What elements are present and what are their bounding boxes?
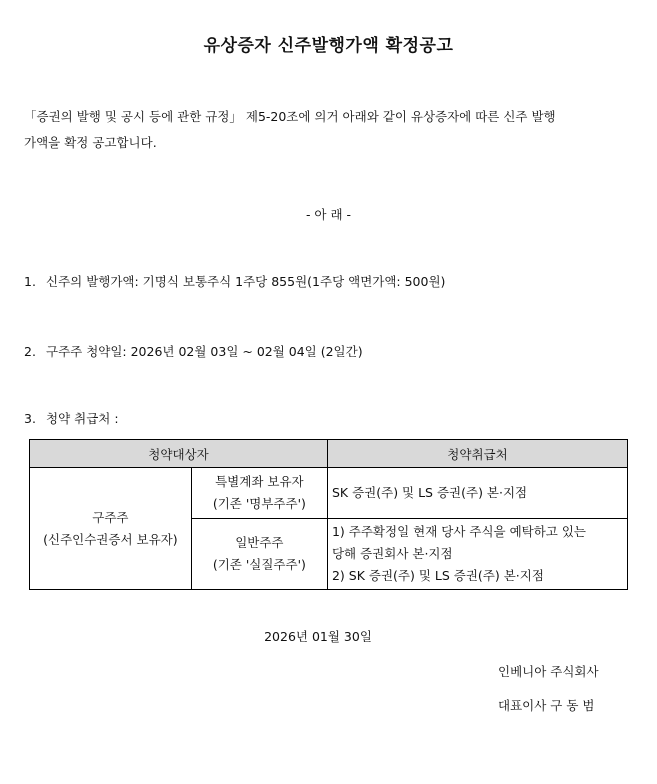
place-line: 당해 증권회사 본·지점 bbox=[331, 546, 453, 561]
item-3 bbox=[24, 409, 119, 427]
item-number: 2. bbox=[24, 344, 36, 359]
subscriber-type-cell bbox=[191, 468, 327, 519]
group-label-cell bbox=[30, 468, 192, 590]
place-line: 2) SK 증권(주) 및 LS 증권(주) 본·지점 bbox=[331, 568, 544, 583]
group-label-line: (신주인수권증서 보유자) bbox=[43, 531, 178, 547]
announcement-date: 2026년 01월 30일 bbox=[264, 629, 372, 644]
type-line: 일반주주 bbox=[235, 535, 284, 550]
item-text: 신주의 발행가액: 기명식 보통주식 1주당 855원(1주당 액면가액: 500원) bbox=[46, 274, 446, 289]
subscription-table bbox=[29, 439, 628, 590]
place-line: 1) 주주확정일 현재 당사 주식을 예탁하고 있는 bbox=[331, 524, 587, 539]
item-text: 구주주 청약일: 2026년 02월 03일 ~ 02월 04일 (2일간) bbox=[46, 344, 363, 359]
item-1 bbox=[24, 272, 445, 290]
place-cell bbox=[327, 468, 627, 519]
company-name: 인베니아 주식회사 bbox=[498, 664, 599, 679]
subscriber-type-cell bbox=[191, 519, 327, 590]
header-subscriber: 청약대상자 bbox=[30, 440, 328, 468]
item-text: 청약 취급처 : bbox=[46, 411, 119, 426]
ceo-name: 대표이사 구 동 범 bbox=[498, 698, 595, 713]
type-line: (기존 '명부주주') bbox=[212, 496, 306, 511]
intro-line-1: 「증권의 발행 및 공시 등에 관한 규정」 제5-20조에 의거 아래와 같이 유상증자에 따른 신주 발행 bbox=[24, 109, 556, 124]
type-line: 특별계좌 보유자 bbox=[215, 474, 304, 489]
item-2 bbox=[24, 342, 363, 360]
document-title: 유상증자 신주발행가액 확정공고 bbox=[203, 36, 454, 56]
below-marker: - 아 래 - bbox=[305, 207, 352, 222]
table-row bbox=[30, 468, 628, 519]
place-line: SK 증권(주) 및 LS 증권(주) 본·지점 bbox=[331, 485, 528, 500]
item-number: 1. bbox=[24, 274, 36, 289]
group-label-line: 구주주 bbox=[92, 509, 129, 525]
type-line: (기존 '실질주주') bbox=[212, 557, 306, 572]
table-header-row bbox=[30, 440, 628, 468]
header-place: 청약취급처 bbox=[327, 440, 627, 468]
intro-line-2: 가액을 확정 공고합니다. bbox=[24, 135, 157, 150]
item-number: 3. bbox=[24, 411, 36, 426]
place-cell bbox=[327, 519, 627, 590]
